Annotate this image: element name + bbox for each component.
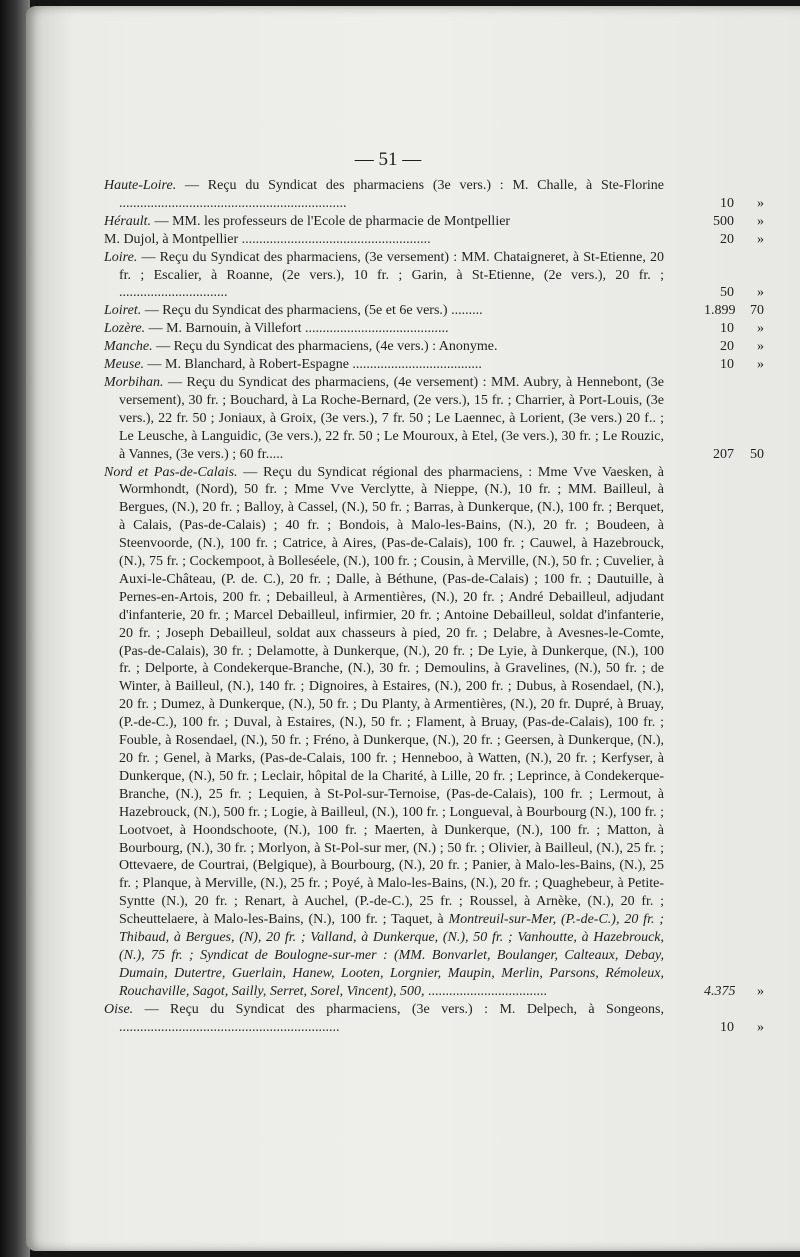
- department-name: Oise.: [104, 1001, 134, 1017]
- entry-amount: [704, 446, 764, 464]
- department-name: Morbihan.: [104, 374, 164, 390]
- amount-francs: 10: [720, 321, 734, 337]
- amount-cents: »: [757, 321, 764, 337]
- list-entry: [104, 338, 764, 356]
- amount-cents: 50: [750, 446, 764, 462]
- amount-francs: 4.375: [704, 983, 736, 999]
- department-name: Lozère.: [104, 321, 146, 337]
- amount-cents: 70: [750, 303, 764, 319]
- amount-cents: »: [757, 231, 764, 247]
- entry-amount: [704, 1019, 764, 1037]
- entry-text: — Reçu du Syndicat des pharmaciens, (3e versement) : MM. Chataigneret, à St-Etienne, 20 fr. ; Escalier, à Roanne, (2e vers.), 10 fr. ; Garin, à St-Etienne, (2e vers.), 20 fr. ; ...............................: [119, 249, 664, 301]
- amount-francs: 20: [720, 231, 734, 247]
- entry-text: — Reçu du Syndicat des pharmaciens (3e vers.) : M. Challe, à Ste-Florine .................................................................: [119, 178, 664, 211]
- department-name: Haute-Loire.: [104, 178, 177, 193]
- entry-text: — M. Barnouin, à Villefort .........................................: [145, 321, 449, 337]
- amount-francs: 10: [720, 357, 734, 373]
- list-entry: [104, 374, 764, 464]
- subscription-list: [104, 177, 764, 1037]
- department-name: Hérault.: [104, 213, 152, 229]
- entry-amount: [704, 213, 764, 231]
- entry-text-italic: Montreuil-sur-Mer, (P.-de-C.), 20 fr. ; Thibaud, à Bergues, (N), 20 fr. ; Valland, à Dunkerque, (N.), 50 fr. ; Vanhoutte, à Hazebrouck, (N.), 75 fr. ; Syndicat de Boulogne-sur-mer : (MM. Bonvarlet, Boulanger, Calteaux, Debay, Dumain, Dutertre, Guerlain, Hanew, Looten, Lorgnier, Maupin, Merlin, Parsons, Rémoleux, Rouchaville, Sagot, Sailly, Serret, Sorel, Vincent), 500,: [119, 912, 664, 999]
- list-entry: [104, 356, 764, 374]
- page-sheet: [26, 6, 800, 1251]
- entry-text: — Reçu du Syndicat des pharmaciens, (4e versement) : MM. Aubry, à Hennebont, (3e versement), 30 fr. ; Bouchard, à La Roche-Bernard, (2e vers.), 15 fr. ; Charrier, à Port-Louis, (3e vers.), 22 fr. 50 ; Joniaux, à Groix, (3e vers.), 7 fr. 50 ; Le Laennec, à Lorient, (3e vers.) 20 f.. ; Le Leusche, à Languidic, (3e vers.), 22 fr. 50 ; Le Mouroux, à Etel, (3e vers.), 30 fr. ; Le Rouzic, à Vannes, (3e vers.) ; 60 fr.....: [119, 374, 664, 462]
- list-entry: [104, 1001, 764, 1037]
- amount-cents: »: [757, 285, 764, 301]
- amount-cents: »: [757, 339, 764, 355]
- amount-francs: 20: [720, 339, 734, 355]
- entry-text-tail: ..................................: [424, 983, 547, 999]
- amount-cents: »: [757, 195, 764, 211]
- amount-francs: 10: [720, 1019, 734, 1035]
- entry-text: — Reçu du Syndicat des pharmaciens, (4e vers.) : Anonyme.: [152, 339, 498, 355]
- list-entry: [104, 302, 764, 320]
- department-name: Meuse.: [104, 357, 145, 373]
- amount-cents: »: [757, 213, 764, 229]
- list-entry: [104, 213, 764, 231]
- entry-text: — MM. les professeurs de l'Ecole de pharmacie de Montpellier: [151, 213, 511, 229]
- entry-text: — M. Blanchard, à Robert-Espagne .....................................: [144, 357, 482, 373]
- page-number: — 51 —: [354, 149, 422, 170]
- entry-amount: [704, 320, 764, 338]
- amount-francs: 1.899: [704, 303, 736, 319]
- entry-amount: [704, 983, 764, 1001]
- department-name: Loire.: [104, 249, 138, 265]
- list-entry: [104, 249, 764, 303]
- list-entry: [104, 320, 764, 338]
- department-name: Nord et Pas-de-Calais.: [104, 464, 238, 480]
- amount-francs: 50: [720, 285, 734, 301]
- entry-text: — Reçu du Syndicat régional des pharmaciens, : Mme Vve Vaesken, à Wormhondt, (Nord), 50 fr. ; Mme Vve Verclytte, à Nieppe, (N.), 10 fr. ; MM. Bailleul, à Bergues, (N.), 20 fr. ; Balloy, à Cassel, (N.), 50 fr. ; Barras, à Dunkerque, (N.), 100 fr. ; Berquet, à Calais, (Pas-de-Calais) ; 40 fr. ; Bondois, à Malo-les-Bains, (N.), 20 fr. ; Boudeen, à Steenvoorde, (N.), 100 fr. ; Catrice, à Aires, (Pas-de-Calais), 100 fr. ; Cauwel, à Hazebrouck, (N.), 75 fr. ; Cockempoot, à Bolleséele, (N.), 100 fr. ; Cousin, à Merville, (N.), 50 fr. ; Cuvelier, à Auxi-le-Château, (P. de. C.), 20 fr. ; Dalle, à Béthune, (Pas-de-Calais) ; 100 fr. ; Dautuille, à Pernes-en-Artois, 200 fr. ; Debailleul, à Armentières, (N.), 20 fr. ; André Debailleul, adjudant d'infanterie, 20 fr. ; Marcel Debailleul, infirmier, 20 fr. ; Antoine Debailleul, soldat d'infanterie, 20 fr. ; Joseph Debailleul, soldat aux chasseurs à pied, 20 fr. ; Delabre, à Avesnes-le-Comte, (Pas-de-Calais), 30 fr. ; Delamotte, à Dunkerque, (N.), 20 fr. ; De Lyie, à Dunkerque, (N.), 100 fr. ; Delporte, à Condekerque-Branche, (N.), 30 fr. ; Demoulins, à Gravelines, (N.), 50 fr. ; de Winter, à Bailleul, (N.), 140 fr. ; Dignoires, à Estaires, (N.), 200 fr. ; Dubus, à Rosendael, (N.), 20 fr. ; Dumez, à Dunkerque, (N.), 50 fr. ; Du Planty, à Armentières, (N.), 20 fr. Dupré, à Bruay, (P.-de-C.), 100 fr. ; Duval, à Estaires, (N.), 50 fr. ; Flament, à Bruay, (Pas-de-Calais), 100 fr. ; Fouble, à Rosendael, (N.), 50 fr. ; Fréno, à Dunkerque, (N.), 20 fr. ; Geersen, à Dunkerque, (N.), 20 fr. ; Genel, à Marks, (Pas-de-Calais, 100 fr. ; Henneboo, à Watten, (N.), 20 fr. ; Kerfyser, à Dunkerque, (N.), 50 fr. ; Leclair, hôpital de la Charité, à Lille, 20 fr. ; Leprince, à Condekerque-Branche, (N.), 25 fr. ; Lequien, à St-Pol-sur-Ternoise, (Pas-de-Calais), 100 fr. ; Lermout, à Hazebrouck, (N.), 500 fr. ; Logie, à Bailleul, (N.), 100 fr. ; Longueval, à Bourbourg (N.), 100 fr. ; Lootvoet, à Hoondschoote, (N.), 100 fr. ; Maerten, à Dunkerque, (N.), 100 fr. ; Matton, à Bourbourg, (N.), 30 fr. ; Morlyon, à St-Pol-sur mer, (N.) ; 50 fr. ; Olivier, à Bailleul, (N.), 25 fr. ; Ottevaere, de Courtrai, (Belgique), à Bourbourg, (N.), 20 fr. ; Panier, à Malo-les-Bains, (N.), 25 fr. ; Planque, à Merville, (N.), 25 fr. ; Poyé, à Malo-les-Bains, (N.), 20 fr. ; Quaghebeur, à Petite-Syntte (N.), 20 fr. ; Renart, à Auchel, (P.-de-C.), 25 fr. ; Roussel, à Arnèke, (N.), 20 fr. ; Scheuttelaere, à Malo-les-Bains, (N.), 100 fr. ; Taquet, à: [119, 464, 664, 928]
- list-entry: [104, 177, 764, 213]
- list-entry: [104, 464, 764, 1001]
- amount-cents: »: [757, 357, 764, 373]
- entry-amount: [704, 231, 764, 249]
- amount-francs: 10: [720, 195, 734, 211]
- entry-text: — Reçu du Syndicat des pharmaciens, (3e vers.) : M. Delpech, à Songeons, ...............................................................: [119, 1001, 664, 1035]
- department-name: Manche.: [104, 339, 153, 355]
- entry-amount: [704, 338, 764, 356]
- entry-amount: [704, 284, 764, 302]
- amount-francs: 207: [713, 446, 734, 462]
- entry-amount: [704, 356, 764, 374]
- list-entry: [104, 231, 764, 249]
- amount-cents: »: [757, 1019, 764, 1035]
- entry-text: — Reçu du Syndicat des pharmaciens, (5e et 6e vers.) .........: [141, 303, 483, 319]
- entry-amount: [704, 195, 764, 213]
- amount-cents: »: [757, 983, 764, 999]
- department-name: Loiret.: [104, 303, 142, 319]
- entry-amount: [704, 302, 764, 320]
- entry-text: M. Dujol, à Montpellier ......................................................: [104, 231, 431, 247]
- amount-francs: 500: [713, 213, 734, 229]
